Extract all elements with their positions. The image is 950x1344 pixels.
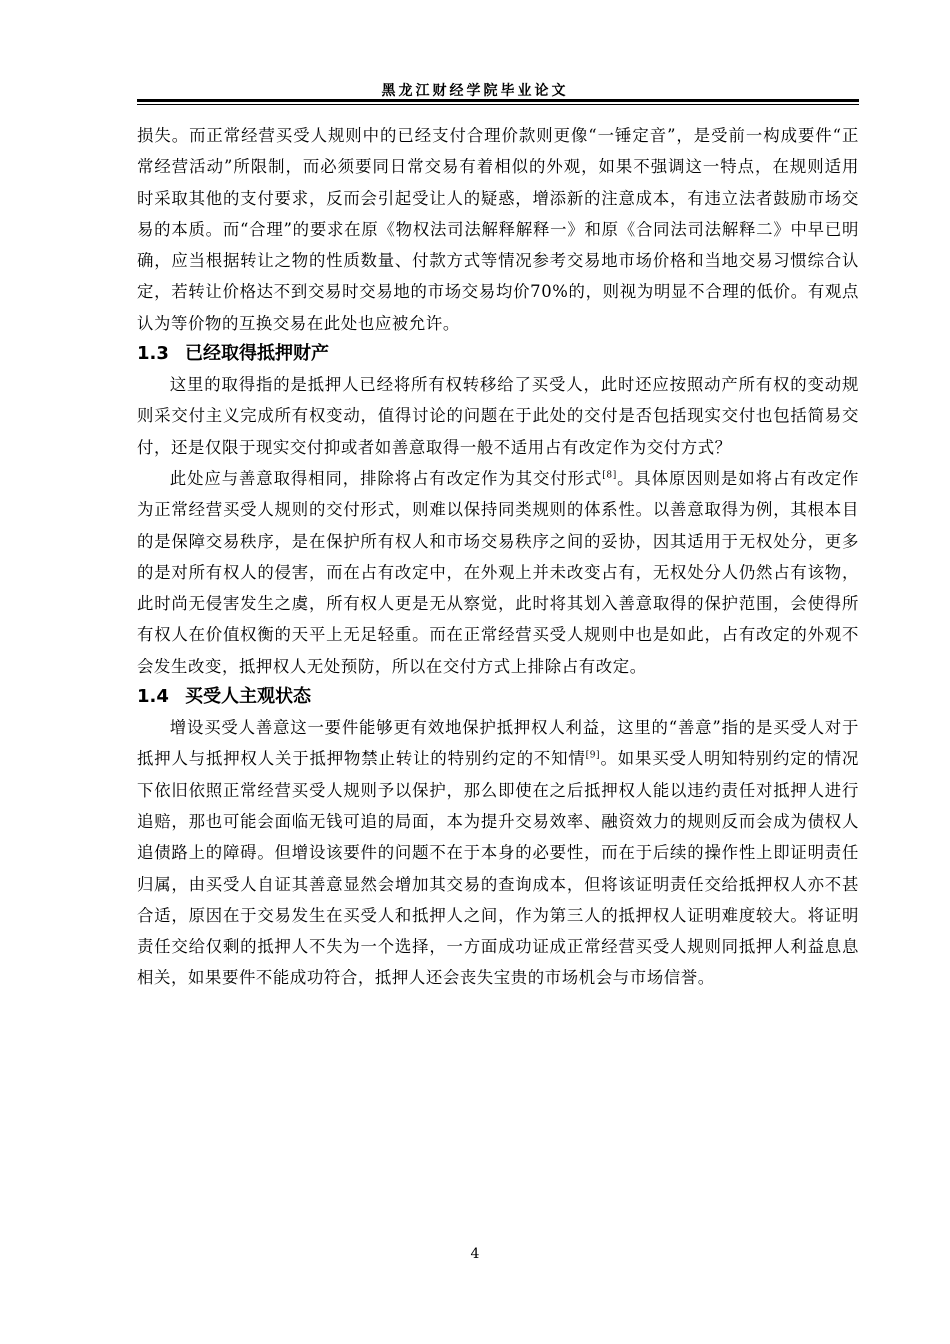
running-header-title: 黑龙江财经学院毕业论文 — [381, 83, 569, 99]
paragraph-possession-change — [137, 463, 859, 682]
citation-9[interactable]: [9] — [585, 750, 601, 761]
header-rule-thin — [137, 104, 859, 105]
paragraph-good-faith — [137, 712, 859, 994]
section-number: 1.4 — [137, 686, 169, 708]
section-title: 已经取得抵押财产 — [185, 343, 329, 365]
section-heading-1-4 — [137, 682, 859, 712]
paragraph-text: 。如果买受人明知特别约定的情况下依旧依照正常经营买受人规则予以保护，那么即使在之后抵押权人能以违约责任对抵押人进行追赔，那也可能会面临无钱可追的局面，本为提升交易效率、融资效力的规则反而会成为债权人追债路上的障碍。但增设该要件的问题不在于本身的必要性，而在于后续的操作性上即证明责任归属，由买受人自证其善意显然会增加其交易的查询成本，但将该证明责任交给抵押权人亦不甚合适，原因在于交易发生在买受人和抵押人之间，作为第三人的抵押权人证明难度较大。将证明责任交给仅剩的抵押人不失为一个选择，一方面成功证成正常经营买受人规则同抵押人利益息息相关，如果要件不能成功符合，抵押人还会丧失宝贵的市场机会与市场信誉。 — [137, 749, 860, 988]
page-body — [137, 120, 859, 994]
paragraph-text: 。具体原因则是如将占有改定作为正常经营买受人规则的交付形式，则难以保持同类规则的体系性。以善意取得为例，其根本目的是保障交易秩序，是在保护所有权人和市场交易秩序之间的妥协，因其适用于无权处分，更多的是对所有权人的侵害，而在占有改定中，在外观上并未改变占有，无权处分人仍然占有该物，此时尚无侵害发生之虞，所有权人更是无从察觉，此时将其划入善意取得的保护范围，会使得所有权人在价值权衡的天平上无足轻重。而在正常经营买受人规则中也是如此，占有改定的外观不会发生改变，抵押权人无处预防，所以在交付方式上排除占有改定。 — [137, 468, 860, 676]
page-number: 4 — [470, 1246, 480, 1262]
paragraph-continued: 损失。而正常经营买受人规则中的已经支付合理价款则更像“一锤定音”，是受前一构成要件“正常经营活动”所限制，而必须要同日常交易有着相似的外观，如果不强调这一特点，在规则适用时采取其他的支付要求，反而会引起受让人的疑惑，增添新的注意成本，有违立法者鼓励市场交易的本质。而“合理”的要求在原《物权法司法解释解释一》和原《合同法司法解释二》中早已明确，应当根据转让之物的性质数量、付款方式等情况参考交易地市场价格和当地交易习惯综合认定，若转让价格达不到交易时交易地的市场交易均价70%的，则视为明显不合理的低价。有观点认为等价物的互换交易在此处也应被允许。 — [137, 126, 859, 333]
paragraph-text: 增设买受人善意这一要件能够更有效地保护抵押权人利益，这里的“善意”指的是买受人对于抵押人与抵押权人关于抵押物禁止转让的特别约定的不知情 — [137, 718, 859, 769]
section-heading-1-3 — [137, 339, 859, 369]
paragraph-text: 此处应与善意取得相同，排除将占有改定作为其交付形式 — [169, 468, 603, 488]
paragraph-acquisition-definition: 这里的取得指的是抵押人已经将所有权转移给了买受人，此时还应按照动产所有权的变动规则采交付主义完成所有权变动，值得讨论的问题在于此处的交付是否包括现实交付也包括简易交付，还是仅限于现实交付抑或者如善意取得一般不适用占有改定作为交付方式？ — [137, 375, 859, 457]
section-number: 1.3 — [137, 343, 169, 365]
header-rule-thick — [137, 99, 859, 102]
citation-8[interactable]: [8] — [602, 470, 617, 481]
section-title: 买受人主观状态 — [185, 686, 311, 708]
